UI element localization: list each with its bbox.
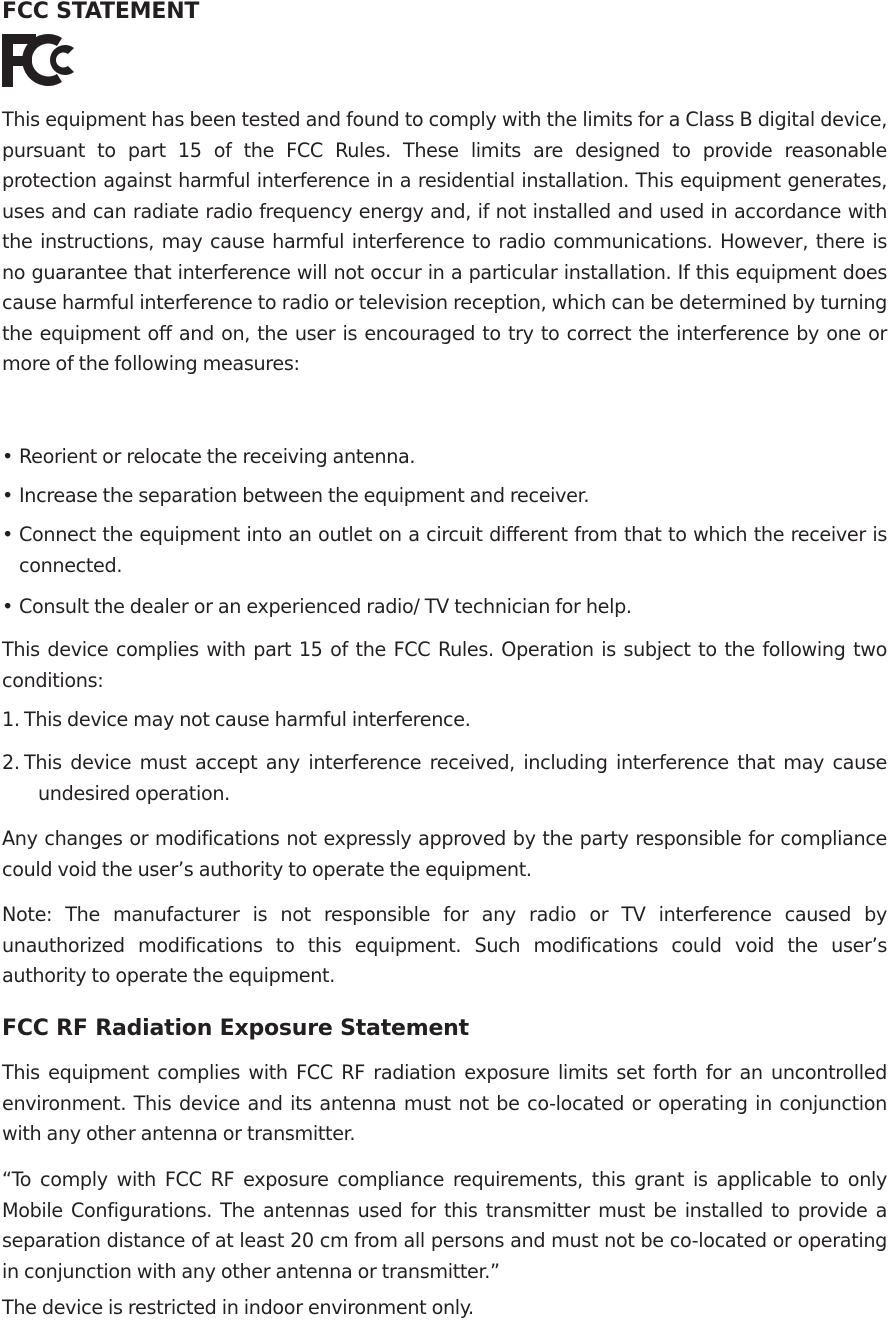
fcc-logo-icon [2, 32, 76, 88]
bullet-icon: • [2, 484, 13, 507]
bullet-icon: • [2, 595, 13, 618]
condition-text: This device must accept any interference received, including interference that may cause undesired operation. [24, 751, 887, 805]
changes-paragraph: Any changes or modifications not expressly approved by the party responsible for compliance could void the user’s authority to operate the equipment. [2, 827, 887, 881]
intro-paragraph: This equipment has been tested and found to comply with the limits for a Class B digital device, pursuant to part 15 of the FCC Rules. These limits are designed to provide reasonable protection against harmful interference in a residential installation. This equipment generates, uses and can radiate radio frequency energy and, if not installed and used in accordance with the instructions, may cause harmful interference to radio communications. However, there is no guarantee that interference will not occur in a particular installation. If this equipment does cause harmful interference to radio or television reception, which can be determined by turning the equipment off and on, the user is encouraged to try to correct the interference by one or more of the following measures: [2, 108, 887, 375]
bullet-text: Reorient or relocate the receiving antenna. [19, 445, 416, 468]
bullet-icon: • [2, 445, 13, 468]
section-heading: FCC RF Radiation Exposure Statement [2, 1016, 469, 1041]
condition-number: 2. [2, 751, 20, 774]
indoor-paragraph: The device is restricted in indoor environment only. [2, 1296, 474, 1319]
condition-text: This device may not cause harmful interference. [24, 708, 471, 731]
condition-number: 1. [2, 708, 20, 731]
list-item [2, 592, 887, 623]
note-paragraph: Note: The manufacturer is not responsible for any radio or TV interference caused by unauthorized modifications to this equipment. Such modifications could void the user’s authority to operate the equipment. [2, 903, 887, 987]
list-item [2, 705, 887, 736]
bullet-text: Increase the separation between the equipment and receiver. [19, 484, 590, 507]
rf-paragraph: This equipment complies with FCC RF radiation exposure limits set forth for an uncontrolled environment. This device and its antenna must not be co-located or operating in conjunction with any other antenna or transmitter. [2, 1061, 887, 1145]
page-title: FCC STATEMENT [2, 0, 200, 24]
list-item [2, 748, 887, 809]
bullet-icon: • [2, 523, 13, 546]
compliance-paragraph: This device complies with part 15 of the FCC Rules. Operation is subject to the following two conditions: [2, 638, 887, 692]
rf-compliance-paragraph: “To comply with FCC RF exposure compliance requirements, this grant is applicable to only Mobile Configurations. The antennas used for this transmitter must be installed to provide a separation distance of at least 20 cm from all persons and must not be co-located or operating in conjunction with any other antenna or transmitter.” [2, 1168, 887, 1283]
list-item [2, 481, 887, 512]
bullet-text: Connect the equipment into an outlet on a circuit different from that to which the receiver is connected. [19, 523, 887, 577]
list-item [2, 442, 887, 473]
list-item [2, 520, 887, 581]
bullet-text: Consult the dealer or an experienced radio/ TV technician for help. [19, 595, 632, 618]
